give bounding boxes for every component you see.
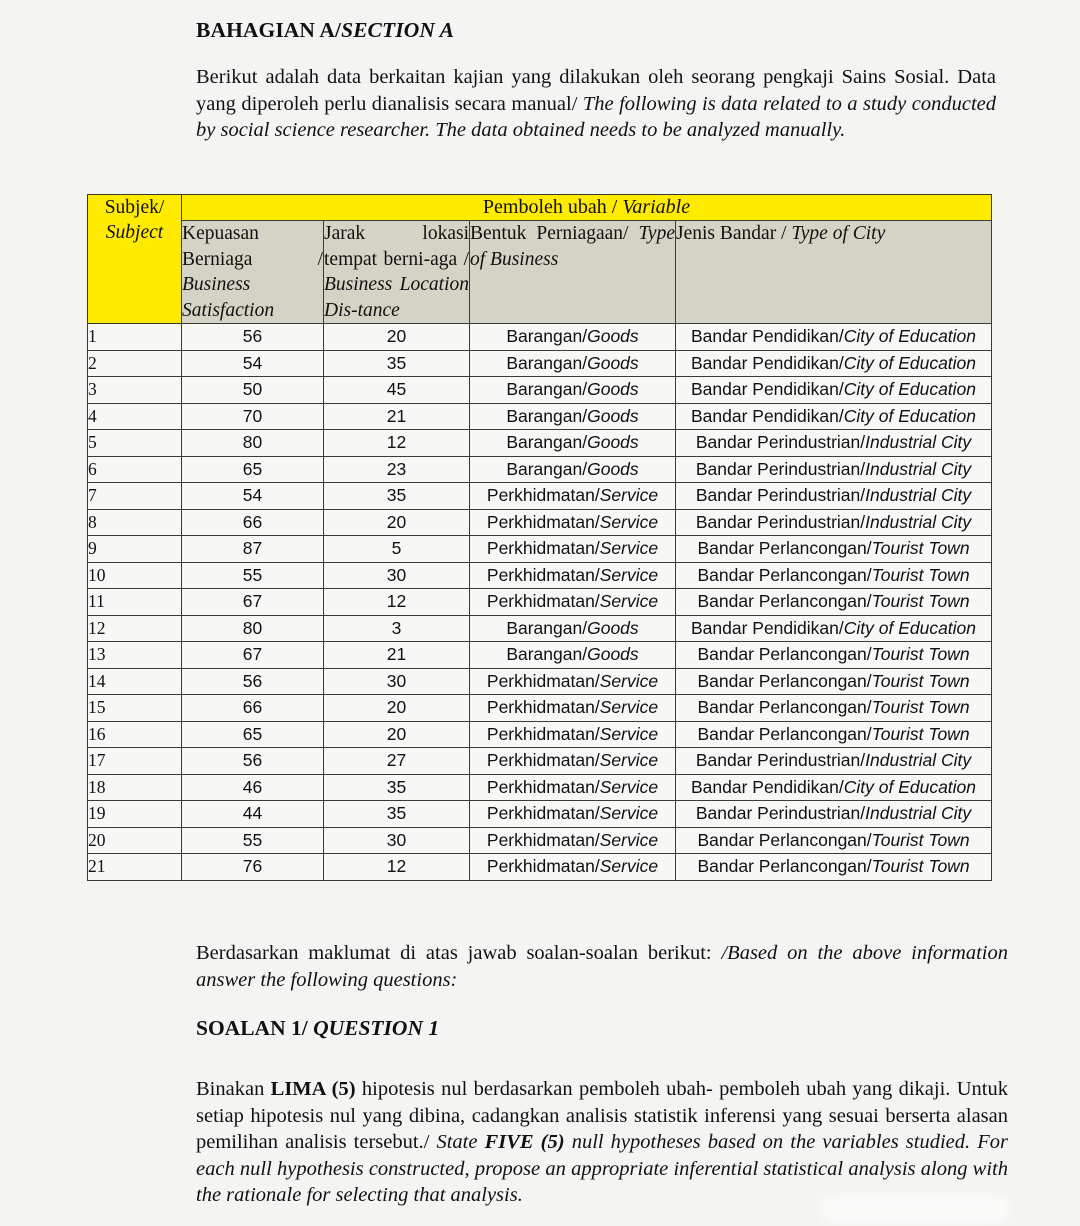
cell-distance: 23	[324, 456, 470, 483]
cell-satisfaction: 65	[182, 456, 324, 483]
data-table-wrapper	[87, 194, 991, 881]
table-row	[88, 854, 992, 881]
cell-city-type: Bandar Perlancongan/Tourist Town	[676, 695, 992, 722]
cell-distance: 20	[324, 721, 470, 748]
cell-business-type: Perkhidmatan/Service	[470, 483, 676, 510]
cell-distance: 20	[324, 324, 470, 351]
cell-city-type: Bandar Perlancongan/Tourist Town	[676, 668, 992, 695]
cell-city-type: Bandar Perindustrian/Industrial City	[676, 483, 992, 510]
question-ms-bold1: LIMA (5)	[270, 1078, 356, 1100]
cell-subject: 21	[88, 854, 182, 881]
cell-business-type: Barangan/Goods	[470, 324, 676, 351]
cell-satisfaction: 87	[182, 536, 324, 563]
cell-satisfaction: 65	[182, 721, 324, 748]
table-row	[88, 695, 992, 722]
table-row	[88, 615, 992, 642]
question-en-part2: null hypotheses based on the variables studied. For each null hypothesis constructed, propose an appropriate inferential statistical analysis along with the rationale for selecting that analysis.	[196, 1131, 1008, 1206]
column-header-distance-en: Business Location Dis-tance	[324, 274, 469, 321]
cell-satisfaction: 50	[182, 377, 324, 404]
cell-business-type: Perkhidmatan/Service	[470, 748, 676, 775]
study-data-table	[87, 194, 992, 881]
cell-subject: 6	[88, 456, 182, 483]
table-row	[88, 509, 992, 536]
cell-satisfaction: 80	[182, 430, 324, 457]
cell-business-type: Perkhidmatan/Service	[470, 854, 676, 881]
cell-business-type: Barangan/Goods	[470, 350, 676, 377]
section-heading-ms: BAHAGIAN A/	[196, 18, 342, 42]
column-header-distance-ms: Jarak lokasi tempat berni-aga /	[324, 223, 469, 270]
table-row	[88, 668, 992, 695]
cell-subject: 12	[88, 615, 182, 642]
cell-city-type: Bandar Perindustrian/Industrial City	[676, 801, 992, 828]
cell-satisfaction: 67	[182, 589, 324, 616]
cell-business-type: Perkhidmatan/Service	[470, 695, 676, 722]
cell-business-type: Perkhidmatan/Service	[470, 774, 676, 801]
table-body	[88, 195, 992, 881]
cell-subject: 18	[88, 774, 182, 801]
table-group-header-row	[88, 195, 992, 221]
instruction-en: /Based on the above information answer the following questions:	[196, 942, 1008, 991]
section-heading-en: SECTION A	[341, 18, 455, 42]
cell-satisfaction: 56	[182, 324, 324, 351]
cell-city-type: Bandar Perlancongan/Tourist Town	[676, 562, 992, 589]
table-row	[88, 748, 992, 775]
table-row	[88, 324, 992, 351]
subject-header-en: Subject	[105, 222, 164, 243]
cell-distance: 20	[324, 695, 470, 722]
table-row	[88, 774, 992, 801]
column-header-business-en: Type of Business	[470, 223, 675, 270]
cell-distance: 35	[324, 350, 470, 377]
cell-subject: 4	[88, 403, 182, 430]
cell-distance: 21	[324, 642, 470, 669]
cell-distance: 21	[324, 403, 470, 430]
column-header-city	[676, 221, 992, 324]
cell-business-type: Perkhidmatan/Service	[470, 589, 676, 616]
column-header-distance	[324, 221, 470, 324]
cell-city-type: Bandar Perindustrian/Industrial City	[676, 430, 992, 457]
cell-distance: 12	[324, 430, 470, 457]
cell-business-type: Barangan/Goods	[470, 456, 676, 483]
subject-header-cell	[88, 195, 182, 324]
cell-satisfaction: 66	[182, 509, 324, 536]
cell-distance: 30	[324, 827, 470, 854]
cell-business-type: Perkhidmatan/Service	[470, 509, 676, 536]
table-row	[88, 430, 992, 457]
column-header-business	[470, 221, 676, 324]
subject-header-ms: Subjek/	[104, 197, 165, 218]
cell-business-type: Perkhidmatan/Service	[470, 562, 676, 589]
table-row	[88, 350, 992, 377]
cell-distance: 35	[324, 483, 470, 510]
cell-satisfaction: 67	[182, 642, 324, 669]
cell-subject: 19	[88, 801, 182, 828]
table-row	[88, 827, 992, 854]
cell-business-type: Perkhidmatan/Service	[470, 801, 676, 828]
cell-satisfaction: 76	[182, 854, 324, 881]
column-header-city-ms: Jenis Bandar /	[676, 223, 792, 244]
column-header-city-en: Type of City	[791, 223, 886, 244]
cell-subject: 17	[88, 748, 182, 775]
instruction-paragraph	[196, 940, 1008, 993]
cell-satisfaction: 54	[182, 350, 324, 377]
cell-distance: 20	[324, 509, 470, 536]
cell-distance: 45	[324, 377, 470, 404]
table-row	[88, 403, 992, 430]
cell-business-type: Barangan/Goods	[470, 403, 676, 430]
cell-subject: 7	[88, 483, 182, 510]
cell-business-type: Barangan/Goods	[470, 430, 676, 457]
cell-satisfaction: 55	[182, 827, 324, 854]
cell-subject: 20	[88, 827, 182, 854]
cell-city-type: Bandar Pendidikan/City of Education	[676, 324, 992, 351]
column-header-business-ms: Bentuk Perniagaan/	[470, 223, 629, 244]
cell-subject: 13	[88, 642, 182, 669]
cell-subject: 9	[88, 536, 182, 563]
cell-city-type: Bandar Perlancongan/Tourist Town	[676, 536, 992, 563]
question-en-bold1: FIVE (5)	[484, 1131, 565, 1153]
cell-business-type: Perkhidmatan/Service	[470, 721, 676, 748]
table-row	[88, 642, 992, 669]
table-column-header-row	[88, 221, 992, 324]
cell-city-type: Bandar Perlancongan/Tourist Town	[676, 642, 992, 669]
table-row	[88, 536, 992, 563]
cell-business-type: Barangan/Goods	[470, 377, 676, 404]
cell-subject: 2	[88, 350, 182, 377]
variable-header-ms: Pemboleh ubah /	[482, 196, 623, 218]
table-row	[88, 721, 992, 748]
cell-city-type: Bandar Pendidikan/City of Education	[676, 774, 992, 801]
cell-distance: 30	[324, 562, 470, 589]
scan-smudge	[820, 1196, 1010, 1222]
cell-distance: 27	[324, 748, 470, 775]
cell-subject: 1	[88, 324, 182, 351]
cell-distance: 12	[324, 854, 470, 881]
table-row	[88, 377, 992, 404]
cell-city-type: Bandar Perindustrian/Industrial City	[676, 456, 992, 483]
cell-city-type: Bandar Perindustrian/Industrial City	[676, 748, 992, 775]
variable-group-header	[182, 195, 992, 221]
question-ms-part2: hipotesis nul berdasarkan pemboleh ubah- pemboleh ubah yang dikaji. Untuk setiap hipotesis nul yang dibina, cadangkan analisis statistik inferensi yang sesuai berserta alasan pemilihan analisis tersebut./	[196, 1078, 1008, 1153]
question-heading-en: QUESTION 1	[313, 1016, 440, 1040]
question-en-part1: State	[436, 1131, 485, 1153]
instruction-ms: Berdasarkan maklumat di atas jawab soalan-soalan berikut:	[196, 942, 722, 964]
section-heading	[196, 18, 454, 43]
cell-subject: 3	[88, 377, 182, 404]
intro-paragraph	[196, 64, 996, 144]
cell-satisfaction: 56	[182, 668, 324, 695]
cell-distance: 3	[324, 615, 470, 642]
cell-city-type: Bandar Pendidikan/City of Education	[676, 615, 992, 642]
cell-distance: 35	[324, 801, 470, 828]
cell-city-type: Bandar Pendidikan/City of Education	[676, 377, 992, 404]
cell-satisfaction: 66	[182, 695, 324, 722]
cell-satisfaction: 56	[182, 748, 324, 775]
cell-subject: 10	[88, 562, 182, 589]
cell-subject: 11	[88, 589, 182, 616]
cell-subject: 14	[88, 668, 182, 695]
table-row	[88, 483, 992, 510]
cell-distance: 35	[324, 774, 470, 801]
cell-distance: 30	[324, 668, 470, 695]
cell-business-type: Perkhidmatan/Service	[470, 668, 676, 695]
cell-satisfaction: 46	[182, 774, 324, 801]
cell-distance: 5	[324, 536, 470, 563]
cell-satisfaction: 44	[182, 801, 324, 828]
intro-text-en: The following is data related to a study conducted by social science researcher. The data obtained needs to be analyzed manually.	[196, 92, 996, 141]
cell-subject: 5	[88, 430, 182, 457]
cell-city-type: Bandar Perlancongan/Tourist Town	[676, 827, 992, 854]
column-header-satisfaction	[182, 221, 324, 324]
cell-city-type: Bandar Perlancongan/Tourist Town	[676, 589, 992, 616]
cell-distance: 12	[324, 589, 470, 616]
table-row	[88, 562, 992, 589]
cell-subject: 8	[88, 509, 182, 536]
question-heading-ms: SOALAN 1/	[196, 1016, 314, 1040]
cell-business-type: Barangan/Goods	[470, 615, 676, 642]
cell-city-type: Bandar Perlancongan/Tourist Town	[676, 854, 992, 881]
column-header-satisfaction-en: Business Satisfaction	[182, 274, 275, 321]
intro-text-ms: Berikut adalah data berkaitan kajian yang dilakukan oleh seorang pengkaji Sains Sosial. Data yang diperoleh perlu dianalisis secara manual/	[196, 66, 996, 115]
cell-city-type: Bandar Pendidikan/City of Education	[676, 403, 992, 430]
question-body	[196, 1076, 1008, 1209]
cell-city-type: Bandar Pendidikan/City of Education	[676, 350, 992, 377]
cell-city-type: Bandar Perindustrian/Industrial City	[676, 509, 992, 536]
column-header-satisfaction-ms: Kepuasan Berniaga /	[182, 223, 323, 270]
cell-business-type: Barangan/Goods	[470, 642, 676, 669]
table-row	[88, 456, 992, 483]
cell-satisfaction: 55	[182, 562, 324, 589]
cell-satisfaction: 54	[182, 483, 324, 510]
cell-subject: 16	[88, 721, 182, 748]
question-heading	[196, 1016, 439, 1041]
cell-business-type: Perkhidmatan/Service	[470, 827, 676, 854]
question-ms-part1: Binakan	[196, 1078, 271, 1100]
cell-satisfaction: 80	[182, 615, 324, 642]
table-row	[88, 801, 992, 828]
cell-satisfaction: 70	[182, 403, 324, 430]
variable-header-en: Variable	[622, 196, 691, 218]
cell-city-type: Bandar Perlancongan/Tourist Town	[676, 721, 992, 748]
cell-subject: 15	[88, 695, 182, 722]
cell-business-type: Perkhidmatan/Service	[470, 536, 676, 563]
table-row	[88, 589, 992, 616]
